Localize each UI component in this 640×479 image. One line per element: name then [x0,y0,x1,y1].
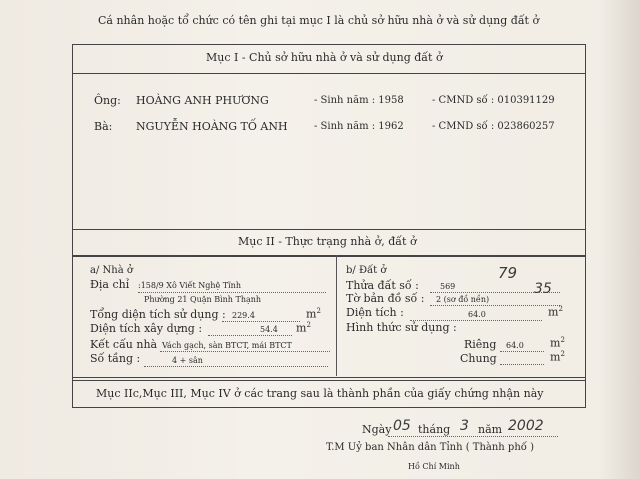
total-area-dots [222,321,300,322]
owner1-id: - CMND số : 010391129 [432,95,555,106]
build-area-value: 54.4 [260,325,278,334]
shared-label: Chung [460,352,497,365]
shared-unit [550,350,565,364]
address-line1: :158/9 Xô Viết Nghệ Tĩnh [138,281,241,290]
map-handwritten: 35 [534,281,552,297]
date-day: 05 [393,418,411,434]
owner2-id: - CMND số : 023860257 [432,121,555,132]
date-dots [388,436,558,437]
usage-label: Hình thức sử dụng : [346,321,457,334]
private-label: Riêng [464,338,497,351]
map-dots [430,305,560,306]
owner1-name: HOÀNG ANH PHƯƠNG [136,94,269,107]
owner2-prefix: Bà: [94,120,113,133]
total-area-unit-sup: 2 [316,307,321,315]
owner1-prefix: Ông: [94,94,121,107]
land-area-unit-sup: 2 [558,305,563,313]
build-area-unit-m: m [296,321,307,335]
structure-dots [160,351,330,352]
shared-unit-sup: 2 [560,350,565,358]
parcel-handwritten: 79 [498,264,518,282]
structure-label: Kết cấu nhà [90,338,158,351]
build-area-unit [296,321,311,335]
house-heading: a/ Nhà ở [90,265,133,276]
section2-title: Mục II - Thực trạng nhà ở, đất ở [238,235,417,248]
parcel-value: 569 [440,282,456,291]
land-heading: b/ Đất ở [346,265,387,276]
land-area-label: Diện tích : [346,306,404,319]
page-edge-shadow [600,0,640,479]
shared-dots [500,364,544,365]
land-area-value: 64.0 [468,310,486,319]
total-area-label: Tổng diện tích sử dụng : [90,308,226,321]
parcel-label: Thửa đất số : [346,279,419,292]
shared-unit-m: m [550,350,561,364]
structure-value: Vách gạch, sàn BTCT, mái BTCT [162,341,292,350]
address-line2: Phường 21 Quận Bình Thạnh [144,295,262,304]
owner2-name: NGUYỄN HOÀNG TỐ ANH [136,120,288,133]
total-area-value: 229.4 [232,311,255,320]
private-dots [500,351,544,352]
private-value: 64.0 [506,341,524,350]
build-area-dots [208,335,292,336]
land-area-unit-m: m [548,305,559,319]
footer-note: Mục IIc,Mục III, Mục IV ở các trang sau là thành phần của giấy chứng nhận này [96,387,544,400]
date-month-label: tháng [418,423,451,436]
private-unit-m: m [550,336,561,350]
address-label: Địa chỉ [90,278,130,291]
build-area-unit-sup: 2 [306,321,311,329]
committee-city: Hồ Chí Minh [408,462,460,471]
section1-title: Mục I - Chủ sở hữu nhà ở và sử dụng đất ở [206,51,443,64]
land-area-unit [548,305,563,319]
private-unit-sup: 2 [560,336,565,344]
date-year: 2002 [508,418,544,434]
private-unit [550,336,565,350]
total-area-unit [306,307,321,321]
total-area-unit-m: m [306,307,317,321]
map-label: Tờ bản đồ số : [346,292,425,305]
intro-text: Cá nhân hoặc tổ chức có tên ghi tại mục I là chủ sở hữu nhà ở và sử dụng đất ở [98,14,540,27]
floors-label: Số tầng : [90,352,141,365]
build-area-label: Diện tích xây dựng : [90,322,203,335]
date-day-label: Ngày [362,423,392,436]
floors-dots [144,366,328,367]
address-dots [138,292,326,293]
owner2-birth: - Sinh năm : 1962 [314,121,404,132]
map-value: 2 (sơ đồ nền) [436,295,490,304]
committee-title: T.M Uỷ ban Nhân dân Tỉnh ( Thành phố ) [326,442,534,453]
owner1-birth: - Sinh năm : 1958 [314,95,404,106]
floors-value: 4 + sân [172,356,203,365]
date-month: 3 [460,418,469,434]
section2-column-divider [336,255,337,376]
date-year-label: năm [478,423,503,436]
